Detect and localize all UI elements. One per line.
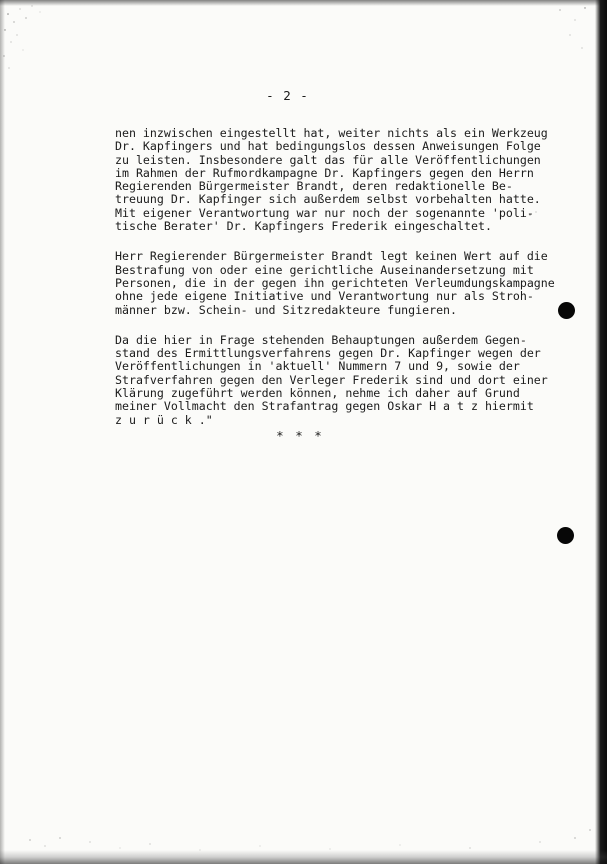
punch-hole-lower	[557, 527, 574, 544]
text-line: im Rahmen der Rufmordkampagne Dr. Kapfingers gegen den Herrn	[115, 165, 534, 180]
text-line: Klärung zugeführt werden können, nehme ich daher auf Grund	[115, 386, 520, 401]
text-line: Herr Regierender Bürgermeister Brandt legt keinen Wert auf die	[115, 249, 548, 264]
text-line: treuung Dr. Kapfinger sich außerdem selbst vorbehalten hatte.	[115, 192, 541, 207]
text-line: Regierenden Bürgermeister Brandt, deren redaktionelle Be-	[115, 179, 513, 194]
text-line: Bestrafung von oder eine gerichtliche Auseinandersetzung mit	[115, 262, 534, 277]
text-line: tische Berater' Dr. Kapfingers Frederik eingeschaltet.	[115, 219, 492, 234]
letter-body	[115, 127, 577, 444]
text-line: Veröffentlichungen in 'aktuell' Nummern 7 und 9, sowie der	[115, 359, 520, 374]
paragraph-2	[115, 250, 577, 316]
text-line: ohne jede eigene Initiative und Verantwortung nur als Stroh-	[115, 289, 534, 304]
text-line: männer bzw. Schein- und Sitzredakteure fungieren.	[115, 302, 458, 317]
text-line: Da die hier in Frage stehenden Behauptungen außerdem Gegen-	[115, 332, 527, 347]
text-line: stand des Ermittlungsverfahrens gegen Dr. Kapfinger wegen der	[115, 346, 541, 361]
text-line: meiner Vollmacht den Strafantrag gegen Oskar H a t z hiermit	[115, 399, 534, 414]
text-line: zu leisten. Insbesondere galt das für alle Veröffentlichungen	[115, 152, 541, 167]
text-line: Strafverfahren gegen den Verleger Frederik sind und dort einer	[115, 372, 548, 387]
text-line: Dr. Kapfingers und hat bedingungslos dessen Anweisungen Folge	[115, 139, 541, 154]
text-line: Mit eigener Verantwortung war nur noch der sogenannte 'poli-	[115, 205, 534, 220]
text-line: nen inzwischen eingestellt hat, weiter nichts als ein Werkzeug	[115, 126, 548, 140]
paragraph-1	[115, 127, 577, 233]
paragraph-3	[115, 334, 577, 427]
section-separator: * * *	[276, 428, 324, 443]
text-line: Personen, die in der gegen ihn gerichteten Verleumdungskampagne	[115, 275, 555, 290]
text-line: z u r ü c k ."	[115, 412, 213, 427]
page-number: - 2 -	[266, 88, 309, 103]
punch-hole-upper	[558, 302, 575, 319]
